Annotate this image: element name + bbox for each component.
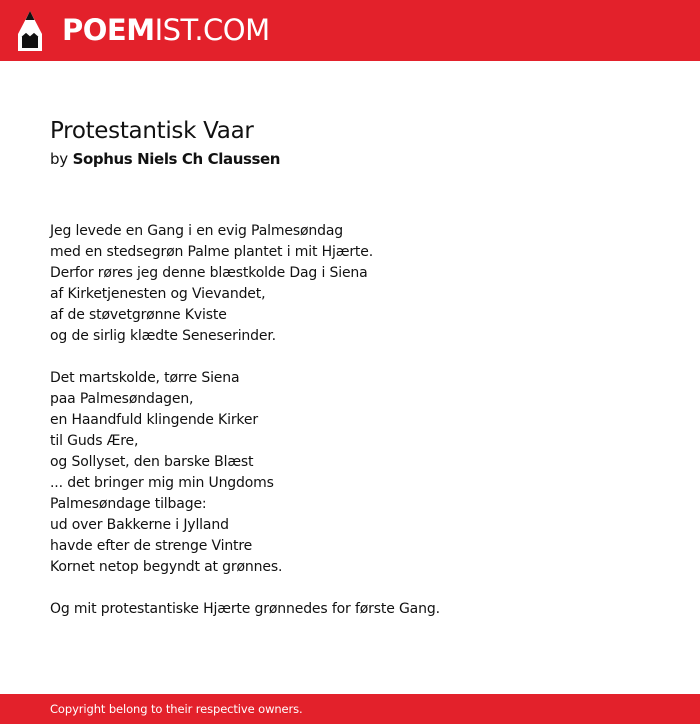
poem-line: og Sollyset, den barske Blæst [50, 454, 254, 470]
site-logo[interactable] [62, 12, 270, 48]
poem-line: af Kirketjenesten og Vievandet, [50, 286, 266, 302]
poem-line: paa Palmesøndagen, [50, 391, 194, 407]
poem-line: af de støvetgrønne Kviste [50, 307, 227, 323]
site-footer [0, 694, 700, 724]
stanza [50, 221, 670, 347]
stanza [50, 368, 670, 578]
poem-line: Og mit protestantiske Hjærte grønnedes for første Gang. [50, 601, 440, 617]
poem-line: Derfor røres jeg denne blæstkolde Dag i Siena [50, 265, 368, 281]
poem-title: Protestantisk Vaar [50, 118, 254, 144]
poem-line: Jeg levede en Gang i en evig Palmesøndag [50, 223, 344, 239]
poem-line: ud over Bakkerne i Jylland [50, 517, 229, 533]
logo-light-text: IST.COM [154, 13, 270, 47]
poem-body [50, 221, 670, 620]
poem-line: til Guds Ære, [50, 433, 139, 449]
poem-line: Palmesøndage tilbage: [50, 496, 207, 512]
pencil-tip-icon[interactable] [17, 10, 43, 52]
stanza [50, 599, 670, 620]
poem-line: og de sirlig klædte Seneserinder. [50, 328, 276, 344]
poem-line: en Haandfuld klingende Kirker [50, 412, 258, 428]
poem-line: Kornet netop begyndt at grønnes. [50, 559, 283, 575]
poem-line: ... det bringer mig min Ungdoms [50, 475, 274, 491]
copyright-notice: Copyright belong to their respective owners. [50, 702, 303, 716]
site-header [0, 0, 700, 61]
poem-content [50, 116, 670, 641]
byline-prefix: by [50, 150, 68, 168]
poem-line: havde efter de strenge Vintre [50, 538, 253, 554]
logo-bold-text: POEM [62, 13, 155, 47]
poem-line: med en stedsegrøn Palme plantet i mit Hjærte. [50, 244, 374, 260]
byline [50, 148, 670, 170]
poem-line: Det martskolde, tørre Siena [50, 370, 240, 386]
author-name[interactable]: Sophus Niels Ch Claussen [72, 150, 281, 168]
